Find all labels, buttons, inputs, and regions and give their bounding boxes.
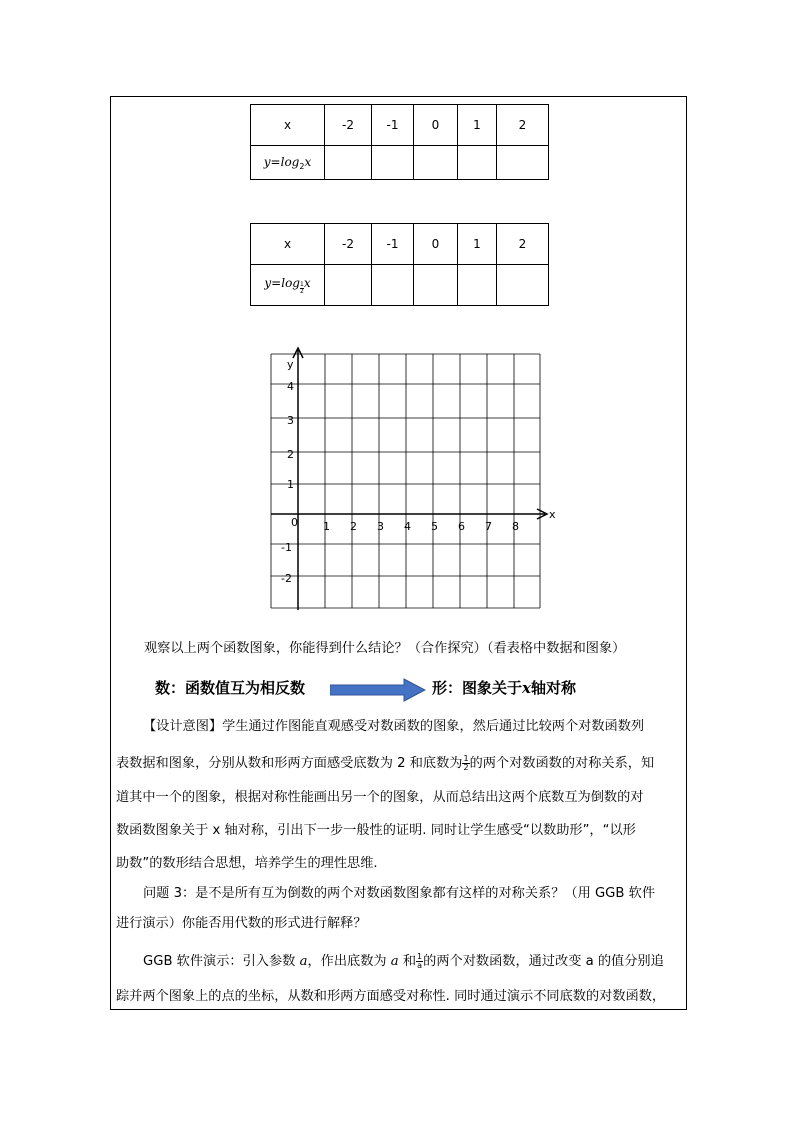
ggb-line-1-c: 和 (402, 954, 417, 969)
design-line-1: 【设计意图】学生通过作图能直观感受对数函数的图象，然后通过比较两个对数函数列 (143, 719, 645, 734)
x-header-cell: x (251, 224, 325, 265)
y-tick-label: -1 (281, 541, 292, 554)
conclusion-number: 数：函数值互为相反数 (155, 679, 306, 697)
empty-cell[interactable] (414, 265, 458, 306)
x-value-cell: 1 (458, 224, 497, 265)
design-line-2-a: 表数据和图象，分别从数和形两方面感受底数为 2 和底数为 (116, 756, 463, 771)
design-line-3: 道其中一个的图象，根据对称性能画出另一个的图象，从而总结出这两个底数互为倒数的对 (116, 790, 644, 805)
empty-cell[interactable] (372, 265, 414, 306)
x-header-cell: x (251, 105, 325, 146)
x-tick-label: 5 (431, 520, 438, 533)
function-label-cell (251, 146, 325, 180)
x-tick-label: 3 (377, 520, 384, 533)
y-tick-label: 3 (287, 414, 294, 427)
x-tick-label: 2 (350, 520, 357, 533)
function-variable: x (303, 275, 311, 290)
x-value-cell: 2 (497, 105, 549, 146)
function-prefix: y=log (264, 275, 300, 290)
ggb-line-1 (143, 950, 664, 970)
x-value-cell: -2 (325, 105, 372, 146)
design-line-5: 助数”的数形结合思想，培养学生的理性思维. (116, 856, 378, 871)
x-value-cell: 1 (458, 105, 497, 146)
conclusion-shape (432, 677, 576, 698)
y-tick-label: 4 (287, 380, 294, 393)
question3-line-1: 问题 3：是不是所有互为倒数的两个对数函数图象都有这样的对称关系？（用 GGB 软件 (143, 886, 656, 901)
design-line-4: 数函数图象关于 x 轴对称，引出下一步一般性的证明. 同时让学生感受“以数助形”，“以形 (116, 823, 636, 838)
empty-cell[interactable] (414, 146, 458, 180)
y-tick-label: 2 (287, 448, 294, 461)
value-table-log2 (250, 104, 549, 180)
empty-cell[interactable] (497, 146, 549, 180)
empty-cell[interactable] (325, 265, 372, 306)
grid-lines (271, 354, 540, 608)
empty-cell[interactable] (325, 146, 372, 180)
arrow-shape (330, 679, 425, 701)
coordinate-grid[interactable] (265, 346, 565, 614)
design-line-2-b: 的两个对数函数的对称关系，知 (469, 756, 655, 771)
conclusion-shape-suffix: 轴对称 (530, 679, 576, 697)
y-axis-label: y (287, 358, 294, 371)
fraction-numerator: 1 (299, 280, 304, 288)
fraction-numerator: 1 (463, 753, 469, 763)
empty-cell[interactable] (497, 265, 549, 306)
fraction-denominator: 2 (463, 762, 469, 772)
x-tick-label: 1 (323, 520, 330, 533)
x-axis-label: x (549, 508, 556, 521)
empty-cell[interactable] (458, 146, 497, 180)
x-value-cell: -2 (325, 224, 372, 265)
x-value-cell: -1 (372, 224, 414, 265)
function-label-cell (251, 265, 325, 306)
ggb-line-1-b: ，作出底数为 (307, 954, 387, 969)
x-value-cell: 0 (414, 105, 458, 146)
ggb-param: a (299, 954, 308, 969)
function-prefix: y=log (263, 154, 300, 169)
x-value-cell: 2 (497, 224, 549, 265)
empty-cell[interactable] (458, 265, 497, 306)
y-tick-label: -2 (281, 572, 292, 585)
x-tick-label: 7 (485, 520, 492, 533)
fraction-one-half (462, 755, 469, 772)
conclusion-arrow (330, 678, 426, 702)
fraction-denominator: 2 (299, 287, 304, 295)
x-tick-label: 8 (512, 520, 519, 533)
y-tick-label: 1 (287, 478, 294, 491)
conclusion-shape-prefix: 形：图象关于 (432, 679, 523, 697)
empty-cell[interactable] (372, 146, 414, 180)
function-base: 2 (299, 161, 305, 171)
ggb-param-2: a (390, 954, 399, 969)
question3-line-2: 进行演示）你能否用代数的形式进行解释？ (116, 916, 367, 931)
design-line-2 (116, 752, 654, 772)
y-tick-labels (281, 380, 294, 585)
origin-label: 0 (291, 516, 298, 529)
conclusion-shape-var: x (522, 679, 531, 697)
fraction-denominator: a (417, 960, 423, 970)
x-tick-label: 4 (404, 520, 411, 533)
ggb-line-2: 踪并两个图象上的点的坐标，从数和形两方面感受对称性. 同时通过演示不同底数的对数函数， (116, 989, 666, 1004)
ggb-line-1-d: 的两个对数函数，通过改变 a 的值分别追 (423, 954, 664, 969)
x-tick-labels (323, 520, 519, 533)
observe-question: 观察以上两个函数图象，你能得到什么结论？（合作探究）（看表格中数据和图象） (144, 641, 626, 656)
function-variable: x (304, 154, 312, 169)
value-table-log-half (250, 223, 549, 306)
fraction-numerator: 1 (417, 951, 423, 961)
ggb-line-1-a: GGB 软件演示：引入参数 (143, 954, 296, 969)
x-value-cell: 0 (414, 224, 458, 265)
x-tick-label: 6 (458, 520, 465, 533)
x-value-cell: -1 (372, 105, 414, 146)
